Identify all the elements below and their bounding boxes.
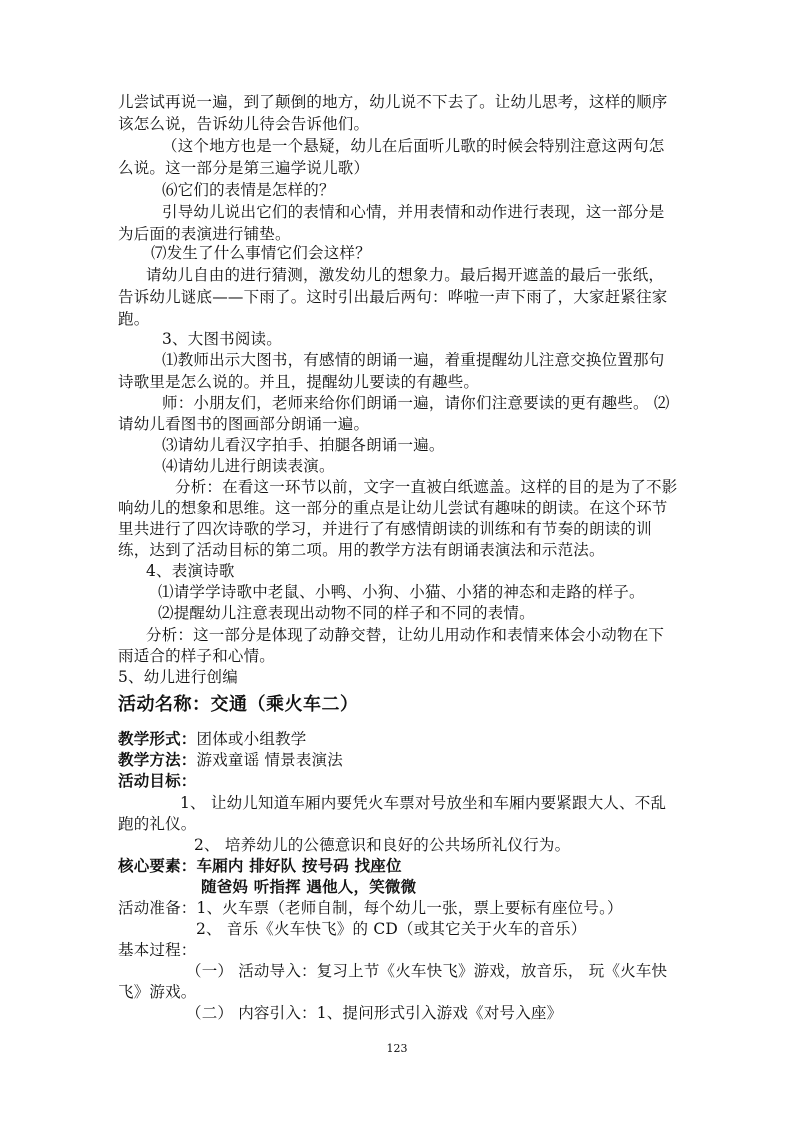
core-elements [118, 855, 402, 877]
text-line: 么说。这一部分是第三遍学说儿歌） [118, 159, 370, 177]
text-line: 请幼儿自由的进行猜测，激发幼儿的想象力。最后揭开遮盖的最后一张纸， [146, 266, 665, 284]
text-line: 跑。 [118, 310, 150, 328]
page-number: 123 [386, 1042, 408, 1055]
teaching-method [118, 749, 343, 771]
text-line: ⑵提醒幼儿注意表现出动物不同的样子和不同的表情。 [158, 604, 535, 622]
text-line: 5、幼儿进行创编 [118, 668, 238, 686]
text-line: 练，达到了活动目标的第二项。用的教学方法有朗诵表演法和示范法。 [118, 541, 605, 559]
text-line: ⑶请幼儿看汉字拍手、拍腿各朗诵一遍。 [162, 436, 445, 454]
process-step-1: （一） 活动导入：复习上节《火车快飞》游戏，放音乐， 玩《火车快 [186, 962, 668, 980]
text-line: 诗歌里是怎么说的。并且，提醒幼儿要读的有趣些。 [118, 373, 480, 391]
text-line: 里共进行了四次诗歌的学习，并进行了有感情朗读的训练和有节奏的朗读的训 [118, 520, 652, 538]
core-elements-line-1: 车厢内 排好队 按号码 找座位 [196, 857, 402, 875]
text-line: （这个地方也是一个悬疑，幼儿在后面听儿歌的时候会特别注意这两句怎 [162, 137, 665, 155]
teaching-method-label: 教学方法： [118, 751, 197, 769]
text-line: 儿尝试再说一遍，到了颠倒的地方，幼儿说不下去了。让幼儿思考，这样的顺序 [118, 93, 668, 111]
core-elements-label: 核心要素： [118, 857, 197, 875]
activity-prep-2: 2、 音乐《火车快飞》的 CD（或其它关于火车的音乐） [196, 920, 587, 938]
activity-goal-1-cont: 跑的礼仪。 [118, 815, 197, 833]
activity-title: 活动名称：交通（乘火车二） [118, 694, 359, 715]
text-line: 该怎么说，告诉幼儿待会告诉他们。 [118, 115, 370, 133]
teaching-form [118, 728, 306, 750]
teaching-method-value: 游戏童谣 情景表演法 [196, 751, 343, 769]
text-line: ⑷请幼儿进行朗读表演。 [162, 457, 335, 475]
core-elements-line-2: 随爸妈 听指挥 遇他人，笑微微 [201, 878, 417, 896]
text-line: 告诉幼儿谜底——下雨了。这时引出最后两句：哗啦一声下雨了，大家赶紧往家 [118, 288, 668, 306]
text-line: 响幼儿的想象和思维。这一部分的重点是让幼儿尝试有趣味的朗读。在这个环节 [118, 499, 668, 517]
text-line: 3、大图书阅读。 [162, 330, 282, 348]
text-line: ⑴请学学诗歌中老鼠、小鸭、小狗、小猫、小猪的神态和走路的样子。 [158, 583, 645, 601]
activity-goal-2: 2、 培养幼儿的公德意识和良好的公共场所礼仪行为。 [194, 836, 571, 854]
text-line: 雨适合的样子和心情。 [118, 647, 276, 665]
teaching-form-label: 教学形式： [118, 730, 197, 748]
text-line: 请幼儿看图书的图画部分朗诵一遍。 [118, 415, 370, 433]
activity-goal-1: 1、 让幼儿知道车厢内要凭火车票对号放坐和车厢内要紧跟大人、不乱 [180, 794, 667, 812]
process-step-2: （二） 内容引入：1、提问形式引入游戏《对号入座》 [186, 1004, 563, 1022]
text-line: ⑴教师出示大图书，有感情的朗诵一遍，着重提醒幼儿注意交换位置那句 [162, 351, 665, 369]
activity-prep-1: 活动准备：1、火车票（老师自制，每个幼儿一张，票上要标有座位号。） [118, 899, 623, 917]
text-line: 师：小朋友们，老师来给你们朗诵一遍，请你们注意要读的更有趣些。 ⑵ [162, 394, 670, 412]
text-line: 分析：在看这一环节以前，文字一直被白纸遮盖。这样的目的是为了不影 [175, 478, 678, 496]
teaching-form-value: 团体或小组教学 [196, 730, 307, 748]
text-line: 为后面的表演进行铺垫。 [118, 225, 291, 243]
process-label: 基本过程： [118, 941, 197, 959]
activity-goal-label: 活动目标： [118, 772, 197, 790]
text-line: ⑺发生了什么事情它们会这样？ [151, 244, 371, 262]
text-line: 4、表演诗歌 [146, 562, 235, 580]
text-line: 引导幼儿说出它们的表情和心情，并用表情和动作进行表现，这一部分是 [162, 203, 665, 221]
process-step-1-cont: 飞》游戏。 [118, 983, 197, 1001]
text-line: ⑹它们的表情是怎样的？ [162, 181, 335, 199]
text-line: 分析：这一部分是体现了动静交替，让幼儿用动作和表情来体会小动物在下 [146, 626, 665, 644]
